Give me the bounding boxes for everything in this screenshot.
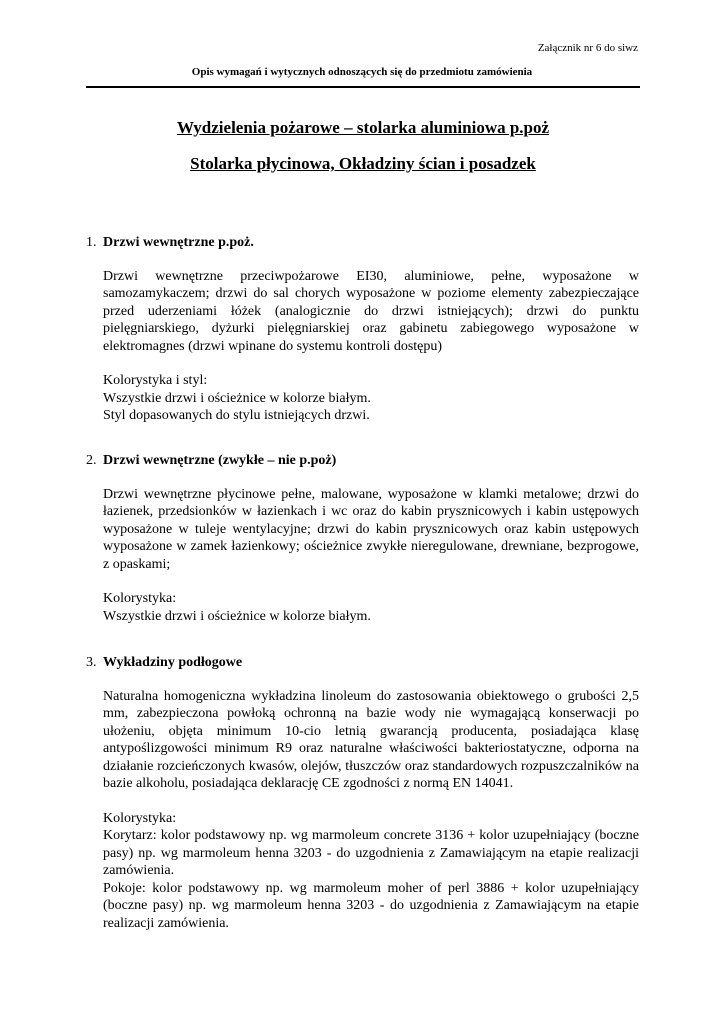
color-line: Wszystkie drzwi i ościeżnice w kolorze białym.	[103, 608, 371, 624]
color-line: Styl dopasowanych do stylu istniejących drzwi.	[103, 408, 370, 423]
section-heading	[86, 234, 639, 252]
header-divider	[86, 86, 640, 88]
section-internal-regular-doors	[86, 452, 639, 625]
section-number: 3.	[86, 655, 97, 670]
main-title: Wydzielenia pożarowe – stolarka aluminiowa p.poż	[176, 118, 550, 137]
section-number: 2.	[86, 453, 97, 468]
section-floor-coverings	[86, 654, 639, 932]
section-internal-fire-doors	[86, 234, 639, 425]
section-heading	[86, 452, 639, 470]
color-label: Kolorystyka:	[103, 810, 177, 826]
section-number: 1.	[86, 235, 97, 250]
section-title: Drzwi wewnętrzne (zwykłe – nie p.poż)	[103, 453, 337, 468]
color-line: Pokoje: kolor podstawowy np. wg marmoleum moher of perl 3886 + kolor uzupełniający (boczne pasy) np. wg marmoleum henna 3203 - do uzgodnienia z Zamawiającym na etapie realizacji zamówienia.	[103, 880, 639, 931]
color-line: Korytarz: kolor podstawowy np. wg marmoleum concrete 3136 + kolor uzupełniający (boczne pasy) np. wg marmoleum henna 3203 - do uzgodnienia z Zamawiającym na etapie realizacji zamówienia.	[103, 828, 639, 878]
color-label: Kolorystyka i styl:	[103, 373, 208, 388]
section-description: Naturalna homogeniczna wykładzina linoleum do zastosowania obiektowego o grubości 2,5 mm, zabezpieczona powłoką ochronną na bazie wody nie wymagającą konserwacji po ułożeniu, objęta minimum 10-cio letnią gwarancją producenta, posiadająca klasę antypoślizgowości minimum R9 oraz naturalne właściwości bakteriostatyczne, odporna na działanie rozcieńczonych kwasów, olejów, tłuszczów oraz standardowych rozpuszczalników na bazie alkoholu, posiadająca deklarację CE zgodności z normą EN 14041.	[103, 688, 639, 791]
section-title: Wykładziny podłogowe	[103, 655, 243, 670]
section-title: Drzwi wewnętrzne p.poż.	[103, 235, 254, 250]
document-subtitle: Opis wymagań i wytycznych odnoszących się do przedmiotu zamówienia	[191, 66, 533, 78]
secondary-title: Stolarka płycinowa, Okładziny ścian i posadzek	[190, 154, 536, 173]
color-line: Wszystkie drzwi i ościeżnice w kolorze białym.	[103, 390, 371, 406]
section-description: Drzwi wewnętrzne przeciwpożarowe EI30, aluminiowe, pełne, wyposażone w samozamykaczem; drzwi do sal chorych wyposażone w poziome elementy zabezpieczające przed uderzeniami łóżek (analogicznie do drzwi istniejących); drzwi do punktu pielęgniarskiego, dyżurki pielęgniarskiej oraz gabinetu zabiegowego wyposażone w elektromagnes (drzwi wpinane do systemu kontroli dostępu)	[103, 268, 639, 354]
section-heading	[86, 654, 639, 672]
attachment-note: Załącznik nr 6 do siwz	[537, 42, 638, 54]
section-description: Drzwi wewnętrzne płycinowe pełne, malowane, wyposażone w klamki metalowe; drzwi do łazienek, przedsionków w łazienkach i wc oraz do kabin prysznicowych i kabin ustępowych wyposażone w tuleje wentylacyjne; drzwi do kabin prysznicowych oraz kabin ustępowych wyposażone w zamek łazienkowy; ościeżnice zwykłe nieregulowane, drewniane, bezprogowe, z opaskami;	[103, 486, 639, 572]
color-label: Kolorystyka:	[103, 591, 177, 606]
